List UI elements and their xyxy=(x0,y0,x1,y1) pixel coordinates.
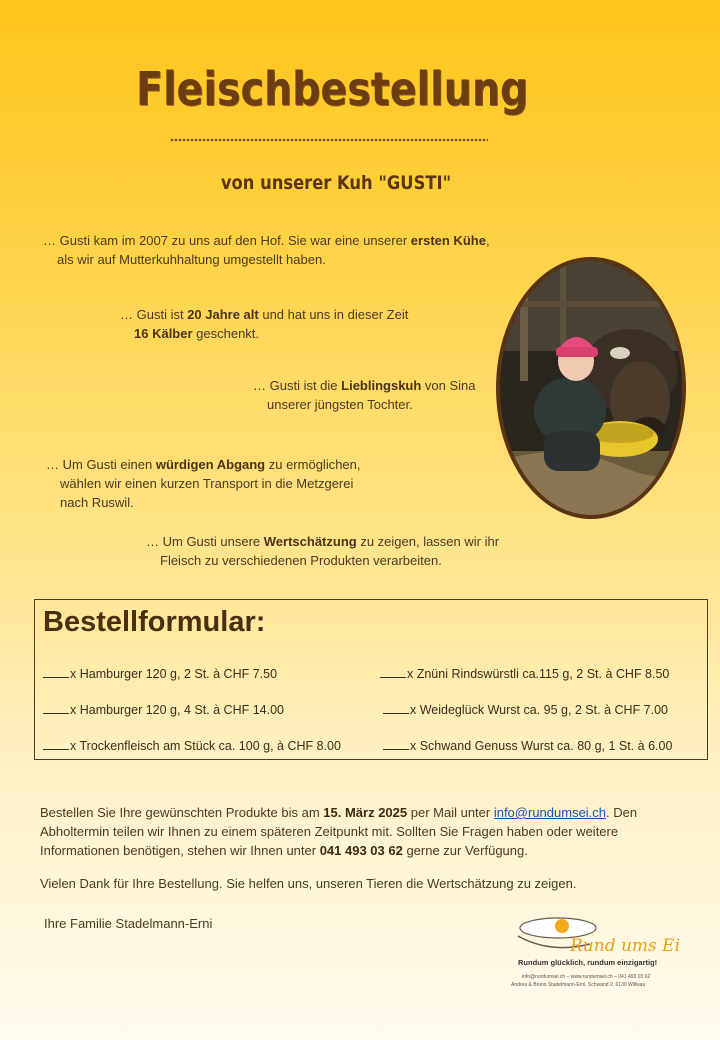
story-paragraph-2: … Gusti ist 20 Jahre alt und hat uns in dieser Zeit 16 Kälber geschenkt. xyxy=(120,307,409,341)
cow-photo xyxy=(496,257,686,519)
story-paragraph-5: … Um Gusti unsere Wertschätzung zu zeigen, lassen wir ihr Fleisch zu verschiedenen Produkten verarbeiten. xyxy=(146,534,500,568)
order-instructions: Bestellen Sie Ihre gewünschten Produkte bis am 15. März 2025 per Mail unter info@rundumsei.ch. Den Abholtermin teilen wir Ihnen zu einem späteren Zeitpunkt mit. Sollten Sie Fragen haben oder weitere Informationen benötigen, stehen wir Ihnen unter 041 493 03 62 gerne zur Verfügung. xyxy=(40,805,638,858)
page-title: Fleischbestellung xyxy=(135,62,529,116)
quantity-blank[interactable] xyxy=(43,739,69,750)
logo-address-line: Andrea & Bruno Stadelmann-Erni, Schwand 2, 6130 Willisau xyxy=(511,982,646,988)
quantity-blank[interactable] xyxy=(380,667,406,678)
story-paragraph-1: … Gusti kam im 2007 zu uns auf den Hof. Sie war eine unserer ersten Kühe, als wir auf Mutterkuhhaltung umgestellt haben. xyxy=(43,233,490,267)
quantity-blank[interactable] xyxy=(383,739,409,750)
quantity-blank[interactable] xyxy=(43,703,69,714)
story-paragraph-3: … Gusti ist die Lieblingskuh von Sina unserer jüngsten Tochter. xyxy=(253,378,476,412)
order-form-title: Bestellformular: xyxy=(43,606,266,638)
email-link[interactable]: info@rundumsei.ch xyxy=(493,805,607,820)
order-item-hamburger-4[interactable]: x Hamburger 120 g, 4 St. à CHF 14.00 xyxy=(43,703,284,717)
page-subtitle: von unserer Kuh "GUSTI" xyxy=(220,172,452,194)
quantity-blank[interactable] xyxy=(43,667,69,678)
logo-contact-line: info@rundumsei.ch – www.rundumsei.ch – 041 493 03 62 xyxy=(522,974,651,980)
order-item-weideglueck[interactable]: x Weideglück Wurst ca. 95 g, 2 St. à CHF 7.00 xyxy=(383,703,668,717)
order-item-rindswuerstli[interactable]: x Znüni Rindswürstli ca.115 g, 2 St. à CHF 8.50 xyxy=(380,667,669,681)
logo-wordmark: Rund ums Ei xyxy=(570,936,681,956)
egg-logo-icon xyxy=(510,914,690,958)
order-item-hamburger-2[interactable]: x Hamburger 120 g, 2 St. à CHF 7.50 xyxy=(43,667,277,681)
title-divider xyxy=(170,138,488,142)
photo-illustration xyxy=(500,261,682,515)
thank-you-text: Vielen Dank für Ihre Bestellung. Sie helfen uns, unseren Tieren die Wertschätzung zu zeigen. xyxy=(40,876,577,891)
phone-number: 041 493 03 62 xyxy=(319,843,403,858)
order-deadline: 15. März 2025 xyxy=(323,805,408,820)
quantity-blank[interactable] xyxy=(383,703,409,714)
order-item-trockenfleisch[interactable]: x Trockenfleisch am Stück ca. 100 g, à CHF 8.00 xyxy=(43,739,341,753)
order-item-schwand-genuss[interactable]: x Schwand Genuss Wurst ca. 80 g, 1 St. à 6.00 xyxy=(383,739,672,753)
story-paragraph-4: … Um Gusti einen würdigen Abgang zu ermöglichen, wählen wir einen kurzen Transport in die Metzgerei nach Ruswil. xyxy=(46,457,361,510)
logo-tagline: Rundum glücklich, rundum einzigartig! xyxy=(518,958,658,967)
signature: Ihre Familie Stadelmann-Erni xyxy=(44,916,213,931)
